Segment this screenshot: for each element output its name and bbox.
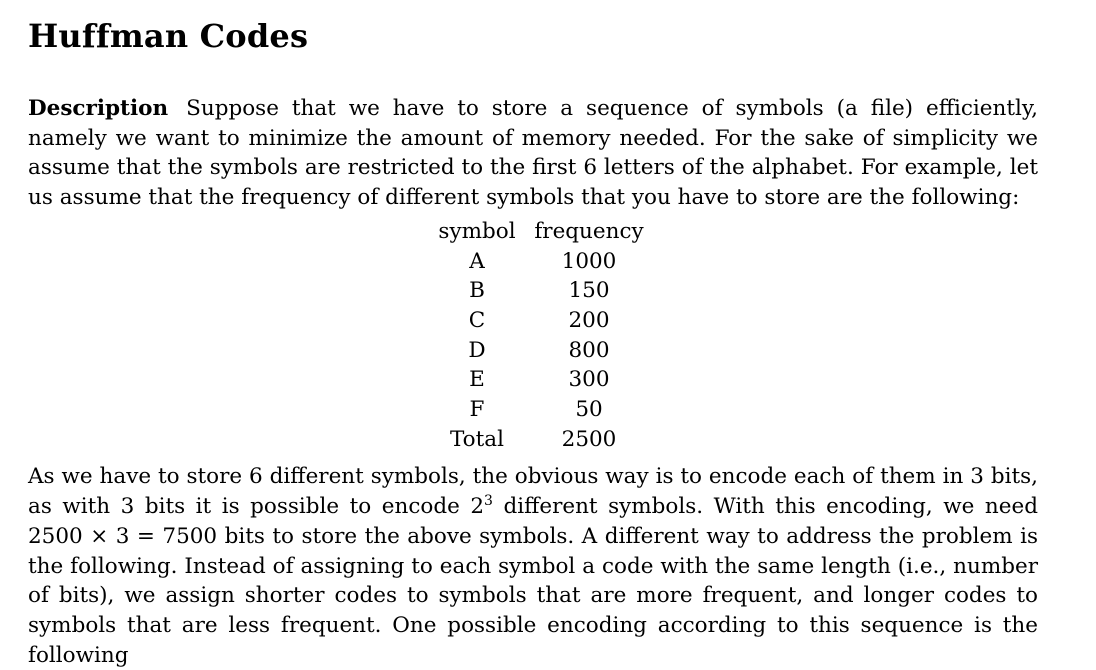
page-title: Huffman Codes — [28, 17, 309, 55]
document-page — [28, 0, 1038, 670]
symbol-cell: A — [469, 248, 485, 274]
table-row — [432, 365, 644, 395]
total-value: 2500 — [561, 426, 617, 452]
header-symbol: symbol — [438, 218, 516, 244]
header-frequency: frequency — [534, 218, 644, 244]
exponent: 3 — [484, 493, 493, 510]
frequency-cell: 300 — [568, 367, 610, 393]
total-label: Total — [450, 426, 504, 452]
description-text: Suppose that we have to store a sequence of symbols (a file) efficiently, namely we want to minimize the amount of memory needed. For the sake of simplicity we assume that the symbols are restricted to the first 6 letters of the alphabet. For example, let us assume that the frequency of different symbols that you have to store are the following: — [28, 96, 1038, 211]
table-total-row — [432, 425, 644, 455]
table-row — [432, 276, 644, 306]
encoding-text-part2: different symbols. With this encoding, we need 2500 × 3 = 7500 bits to store the above symbols. A different way to address the problem is the following. Instead of assigning to each symbol a code with the same length (i.e., number of bits), we assign shorter codes to symbols that are more frequent, and longer codes to symbols that are less frequent. One possible encoding according to this sequence is the following — [28, 494, 1038, 668]
table-row — [432, 306, 644, 336]
symbol-cell: B — [469, 278, 485, 304]
table-row — [432, 336, 644, 366]
symbol-cell: E — [469, 367, 485, 393]
frequency-table — [432, 217, 644, 455]
table-row — [432, 395, 644, 425]
frequency-cell: 150 — [568, 278, 610, 304]
table-row — [432, 247, 644, 277]
description-lead: Description — [28, 96, 169, 121]
symbol-cell: C — [468, 307, 486, 333]
symbol-cell: D — [468, 337, 486, 363]
encoding-paragraph — [28, 462, 1038, 670]
encoding-text-part1: As we have to store 6 different symbols, the obvious way is to encode each of them in 3 bits, as with 3 bits it is possible to encode 2 — [28, 464, 1038, 520]
frequency-cell: 50 — [575, 397, 603, 423]
frequency-cell: 1000 — [561, 248, 617, 274]
frequency-cell: 200 — [568, 307, 610, 333]
table-header-row — [432, 217, 644, 247]
frequency-cell: 800 — [568, 337, 610, 363]
symbol-cell: F — [469, 397, 485, 423]
description-paragraph — [28, 94, 1038, 213]
